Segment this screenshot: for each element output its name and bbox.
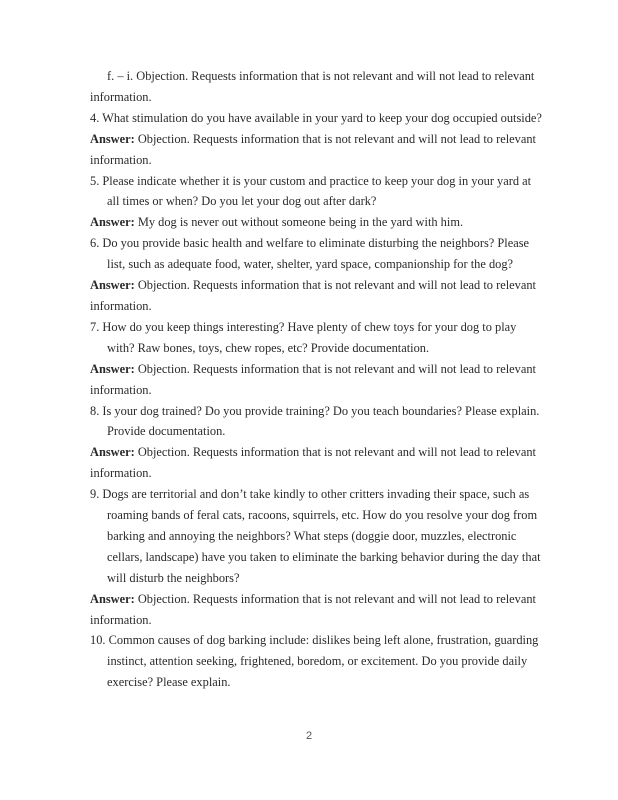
answer-label: Answer: — [90, 278, 135, 293]
page-number: 2 — [305, 730, 313, 742]
answer-label: Answer: — [90, 215, 135, 230]
answer-9 — [90, 589, 546, 631]
question-10: 10. Common causes of dog barking include: dislikes being left alone, frustration, guarding instinct, attention seeking, frightened, boredom, or excitement. Do you provide daily exercise? Please explain. — [90, 633, 539, 690]
answer-text: Objection. Requests information that is not relevant and will not lead to relevant information. — [90, 445, 536, 481]
answer-text: Objection. Requests information that is not relevant and will not lead to relevant information. — [90, 131, 536, 167]
question-6: 6. Do you provide basic health and welfare to eliminate disturbing the neighbors? Please list, such as adequate food, water, shelter, yard space, companionship for the dog? — [90, 236, 530, 272]
answer-label: Answer: — [90, 361, 135, 376]
answer-text: Objection. Requests information that is not relevant and will not lead to relevant information. — [90, 361, 536, 397]
answer-4 — [90, 129, 546, 171]
answer-text: My dog is never out without someone being in the yard with him. — [134, 215, 464, 230]
answer-text: Objection. Requests information that is not relevant and will not lead to relevant information. — [90, 591, 536, 627]
answer-label: Answer: — [90, 591, 135, 606]
document-body — [90, 66, 546, 693]
question-7: 7. How do you keep things interesting? Have plenty of chew toys for your dog to play with? Raw bones, toys, chew ropes, etc? Provide documentation. — [90, 319, 517, 355]
answer-8 — [90, 442, 546, 484]
answer-text: Objection. Requests information that is not relevant and will not lead to relevant information. — [90, 278, 536, 313]
question-8: 8. Is your dog trained? Do you provide training? Do you teach boundaries? Please explain. Provide documentation. — [90, 403, 540, 439]
answer-label: Answer: — [90, 445, 135, 460]
question-9: 9. Dogs are territorial and don’t take kindly to other critters invading their space, such as roaming bands of feral cats, racoons, squirrels, etc. How do you resolve your dog from barking and annoying the neighbors? What steps (doggie door, muzzles, electronic cellars, landscape) have you taken to eliminate the barking behavior during the day that will disturb the neighbors? — [90, 487, 541, 585]
answer-5 — [90, 212, 546, 233]
answer-7 — [90, 359, 546, 401]
answer-label: Answer: — [90, 131, 135, 146]
question-4: 4. What stimulation do you have available in your yard to keep your dog occupied outside? — [90, 110, 542, 125]
question-5: 5. Please indicate whether it is your custom and practice to keep your dog in your yard at all times or when? Do you let your dog out after dark? — [90, 173, 532, 209]
answer-6 — [90, 275, 546, 317]
intro-objection: f. – i. Objection. Requests information that is not relevant and will not lead to relevant information. — [90, 69, 535, 104]
